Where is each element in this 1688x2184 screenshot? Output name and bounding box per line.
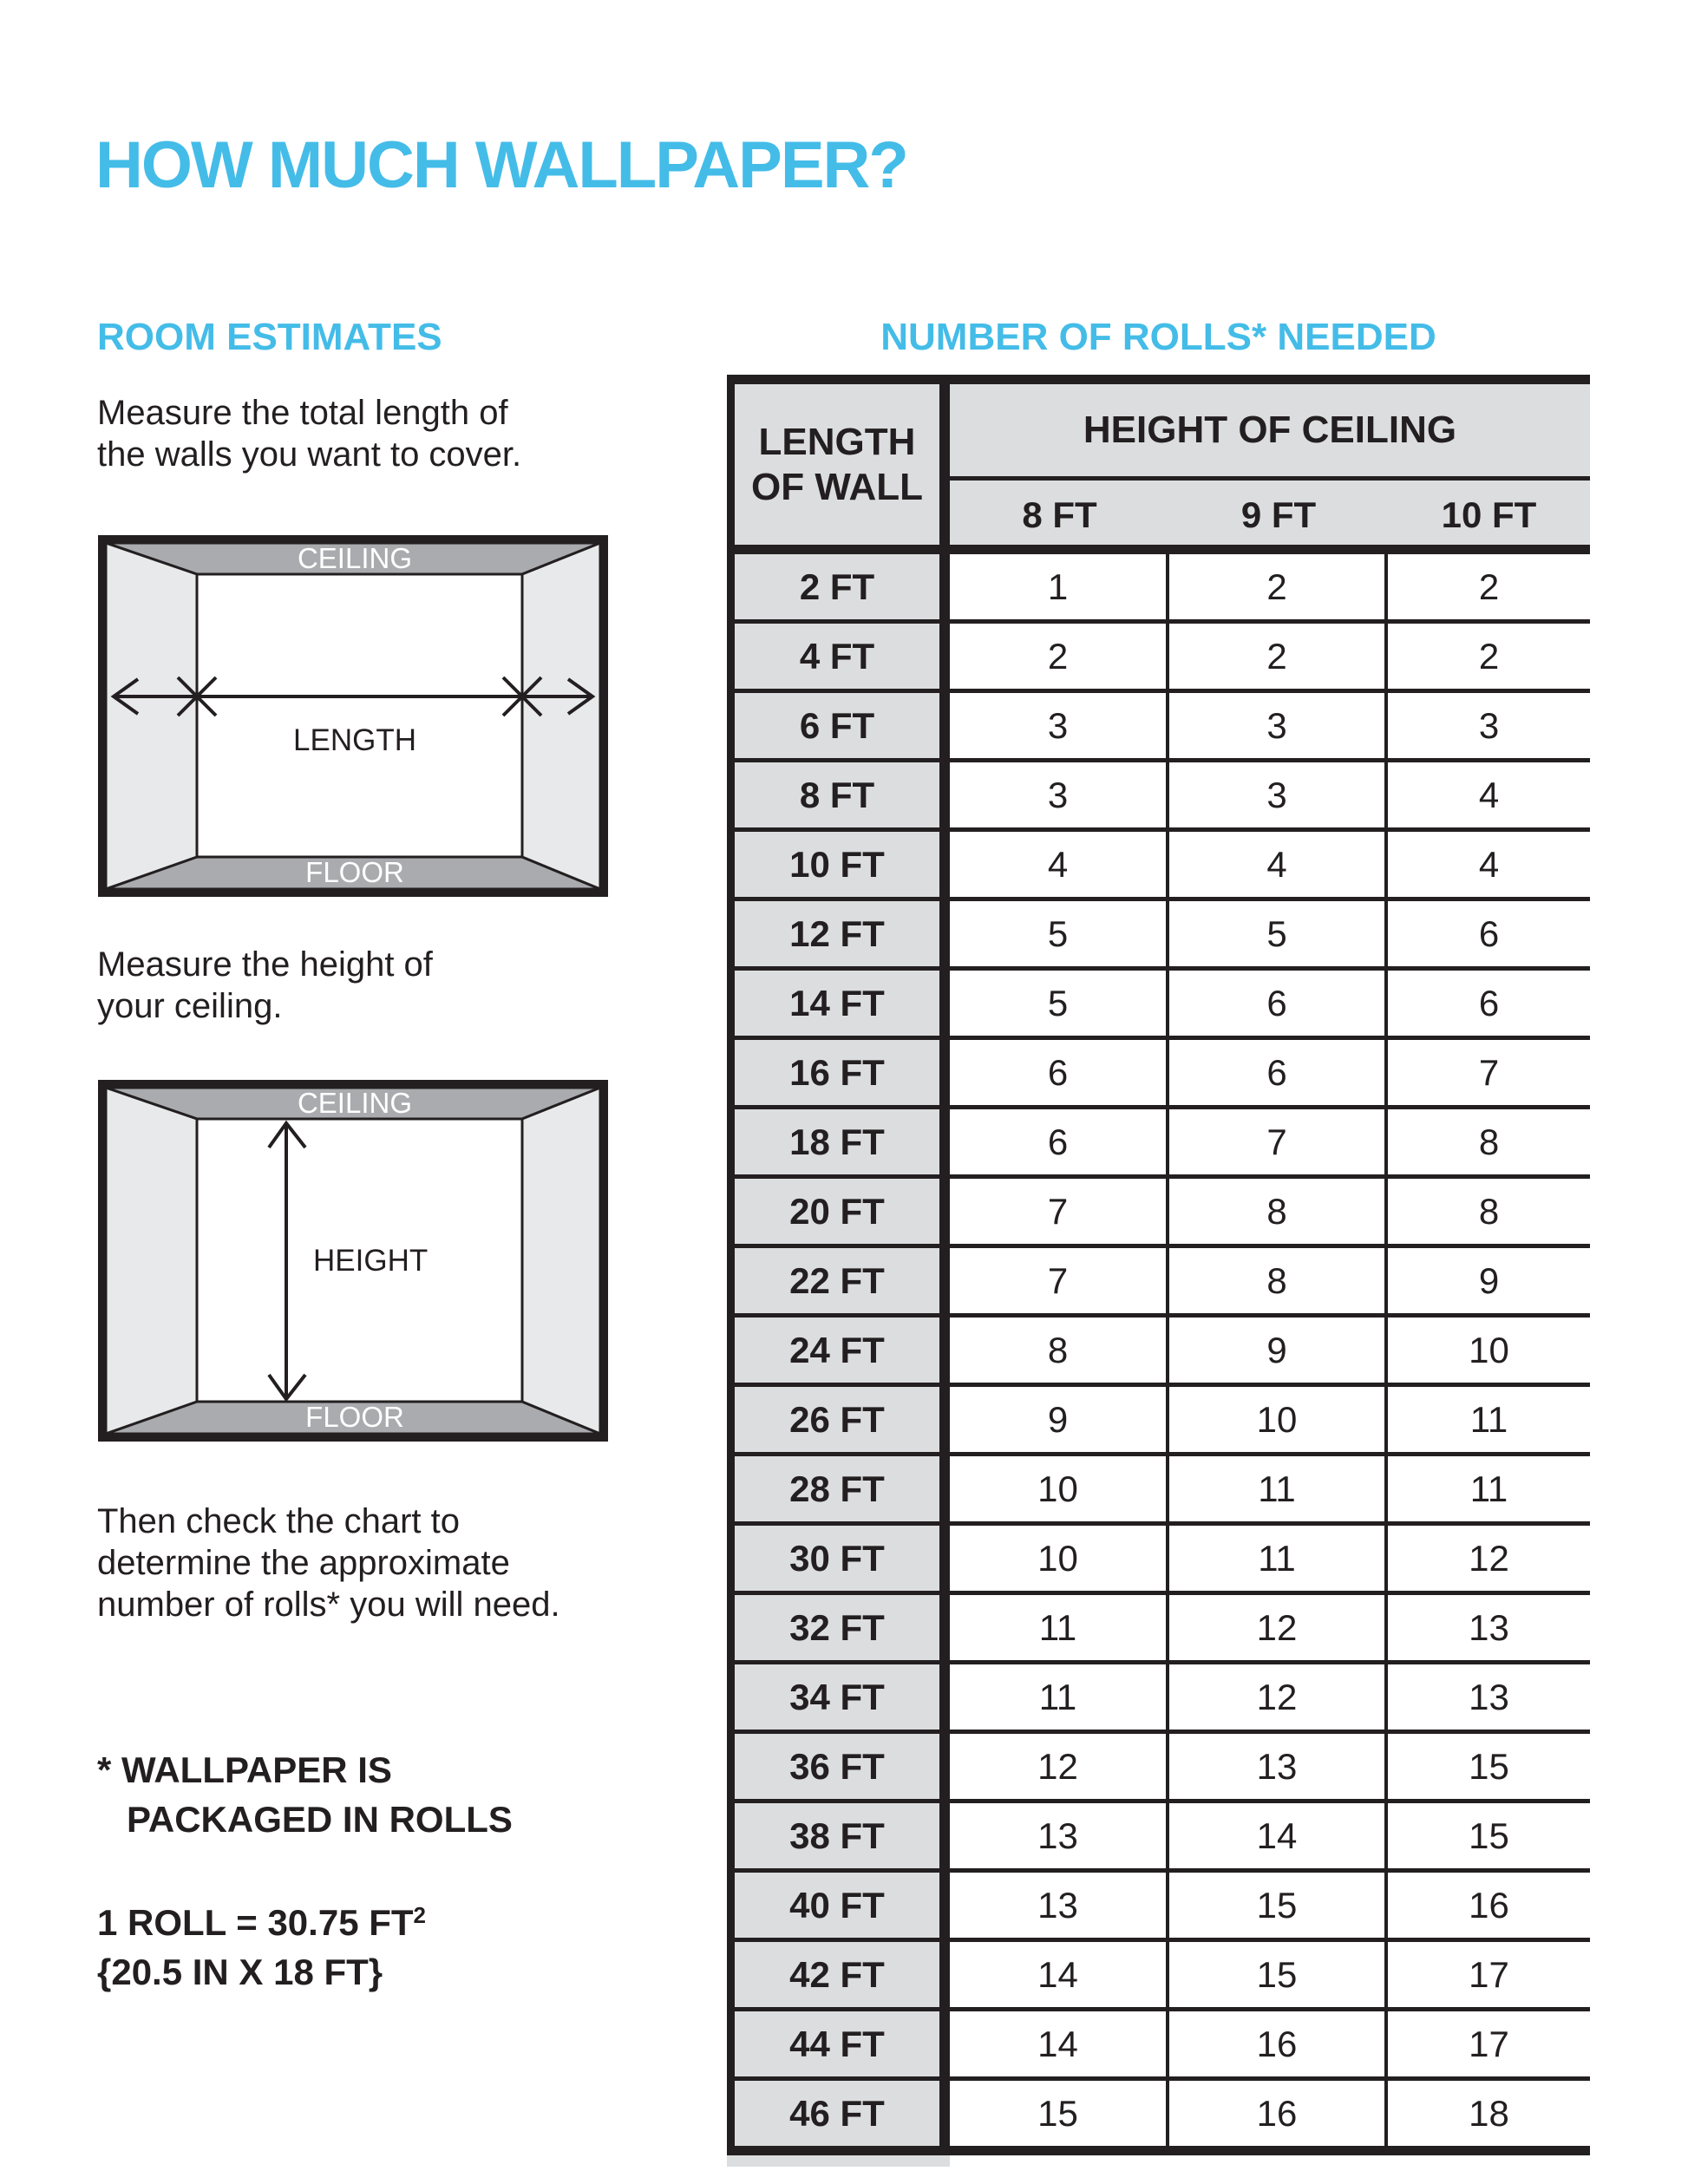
- table-row: [727, 1526, 1590, 1595]
- table-row: [727, 762, 1590, 832]
- row-label: 46 FT: [735, 2081, 939, 2146]
- row-label: 38 FT: [735, 1803, 939, 1868]
- row-label: 18 FT: [735, 1109, 939, 1174]
- room-estimates-heading: ROOM ESTIMATES: [97, 316, 442, 358]
- cell-value: 15: [1388, 1734, 1590, 1799]
- table-row: [727, 901, 1590, 971]
- row-label: 26 FT: [735, 1387, 939, 1452]
- cell-value: 11: [1169, 1526, 1384, 1591]
- ceiling-height-subheader: 9 FT: [1240, 494, 1317, 535]
- row-label: 16 FT: [735, 1040, 939, 1105]
- table-top-border: [727, 375, 1590, 384]
- superscript-2: 2: [413, 1902, 426, 1928]
- column-divider: [939, 384, 950, 545]
- table-left-border: [727, 1595, 735, 1660]
- cell-value: 4: [1388, 832, 1590, 897]
- row-label: 40 FT: [735, 1873, 939, 1938]
- table-row: [727, 2081, 1590, 2146]
- cell-value: 6: [1169, 971, 1384, 1036]
- cell-value: 14: [950, 1942, 1166, 2007]
- cell-value: 10: [1169, 1387, 1384, 1452]
- cell-value: 2: [1169, 554, 1384, 619]
- table-left-border: [727, 832, 735, 897]
- column-divider: [939, 1595, 950, 1660]
- cell-value: 11: [1169, 1456, 1384, 1521]
- column-divider: [939, 2081, 950, 2146]
- cell-value: 11: [1388, 1387, 1590, 1452]
- row-label: 44 FT: [735, 2011, 939, 2076]
- table-header: [727, 384, 1590, 545]
- table-left-border: [727, 1664, 735, 1730]
- height-label: HEIGHT: [313, 1244, 429, 1278]
- cell-value: 15: [1169, 1942, 1384, 2007]
- row-label: 4 FT: [735, 624, 939, 689]
- floor-label: FLOOR: [305, 1401, 404, 1433]
- text-line: number of rolls* you will need.: [97, 1586, 560, 1624]
- table-row: [727, 624, 1590, 693]
- cell-value: 2: [1388, 554, 1590, 619]
- column-divider: [939, 1387, 950, 1452]
- cell-value: 5: [1169, 901, 1384, 966]
- text-line: the walls you want to cover.: [97, 435, 522, 474]
- cell-value: 9: [1169, 1318, 1384, 1383]
- cell-value: 7: [950, 1179, 1166, 1244]
- measure-length-text: [97, 392, 521, 475]
- cell-value: 8: [1169, 1248, 1384, 1313]
- cell-value: 2: [950, 624, 1166, 689]
- cell-value: 3: [1169, 762, 1384, 827]
- length-label: LENGTH: [293, 723, 416, 757]
- cell-value: 17: [1388, 2011, 1590, 2076]
- table-left-border: [727, 1179, 735, 1244]
- table-left-border: [727, 2081, 735, 2146]
- label-column-stub: [727, 2155, 950, 2167]
- text-line: Then check the chart to: [97, 1502, 461, 1540]
- table-body: [727, 554, 1590, 2146]
- table-left-border: [727, 554, 735, 619]
- cell-value: 13: [950, 1873, 1166, 1938]
- rolls-needed-heading: NUMBER OF ROLLS* NEEDED: [880, 316, 1436, 358]
- cell-value: 13: [950, 1803, 1166, 1868]
- text-line: determine the approximate: [97, 1544, 510, 1582]
- table-row: [727, 1873, 1590, 1942]
- cell-value: 2: [1169, 624, 1384, 689]
- cell-value: 17: [1388, 1942, 1590, 2007]
- row-label: 10 FT: [735, 832, 939, 897]
- column-divider: [939, 1456, 950, 1521]
- cell-value: 6: [1388, 901, 1590, 966]
- row-label: 20 FT: [735, 1179, 939, 1244]
- column-divider: [939, 832, 950, 897]
- column-divider: [939, 693, 950, 758]
- table-row: [727, 1803, 1590, 1873]
- column-divider: [939, 1179, 950, 1244]
- cell-value: 8: [1388, 1109, 1590, 1174]
- column-divider: [939, 971, 950, 1036]
- cell-value: 16: [1388, 1873, 1590, 1938]
- cell-value: 18: [1388, 2081, 1590, 2146]
- cell-value: 1: [950, 554, 1166, 619]
- table-row: [727, 971, 1590, 1040]
- cell-value: 16: [1169, 2011, 1384, 2076]
- table-left-border: [727, 762, 735, 827]
- column-divider: [939, 1664, 950, 1730]
- table-left-border: [727, 1734, 735, 1799]
- cell-value: 2: [1388, 624, 1590, 689]
- table-row: [727, 1942, 1590, 2011]
- cell-value: 11: [950, 1664, 1166, 1730]
- roll-size-note: [97, 1898, 426, 1997]
- row-label: 8 FT: [735, 762, 939, 827]
- table-left-border: [727, 693, 735, 758]
- cell-value: 9: [950, 1387, 1166, 1452]
- back-right-wall: [522, 543, 600, 889]
- cell-value: 13: [1388, 1595, 1590, 1660]
- table-row: [727, 1040, 1590, 1109]
- row-label: 12 FT: [735, 901, 939, 966]
- cell-value: 4: [1388, 762, 1590, 827]
- table-left-border: [727, 1803, 735, 1868]
- ceiling-height-subheader: 10 FT: [1441, 494, 1537, 535]
- table-left-border: [727, 2011, 735, 2076]
- ceiling-label: CEILING: [297, 1087, 413, 1119]
- ceiling-label: CEILING: [297, 542, 413, 574]
- table-row: [727, 1456, 1590, 1526]
- row-label: 34 FT: [735, 1664, 939, 1730]
- cell-value: 3: [950, 693, 1166, 758]
- table-row: [727, 554, 1590, 624]
- column-divider: [939, 1942, 950, 2007]
- cell-value: 9: [1388, 1248, 1590, 1313]
- cell-value: 4: [1169, 832, 1384, 897]
- cell-value: 6: [950, 1040, 1166, 1105]
- table-left-border: [727, 1942, 735, 2007]
- cell-value: 15: [950, 2081, 1166, 2146]
- table-left-border: [727, 901, 735, 966]
- packaged-in-rolls-note: [97, 1745, 513, 1844]
- cell-value: 10: [950, 1526, 1166, 1591]
- cell-value: 11: [1388, 1456, 1590, 1521]
- floor-label: FLOOR: [305, 856, 404, 888]
- cell-value: 7: [1169, 1109, 1384, 1174]
- cell-value: 12: [1169, 1595, 1384, 1660]
- cell-value: 12: [1388, 1526, 1590, 1591]
- cell-value: 12: [1169, 1664, 1384, 1730]
- table-left-border: [727, 1040, 735, 1105]
- cell-value: 15: [1169, 1873, 1384, 1938]
- table-bottom-border: [727, 2146, 1590, 2155]
- cell-value: 6: [950, 1109, 1166, 1174]
- table-row: [727, 1179, 1590, 1248]
- room-length-diagram: [98, 535, 608, 897]
- cell-value: 8: [950, 1318, 1166, 1383]
- header-bottom-border: [727, 545, 1590, 554]
- cell-value: 13: [1169, 1734, 1384, 1799]
- left-wall: [106, 1088, 197, 1434]
- column-divider: [939, 624, 950, 689]
- table-left-border: [727, 1873, 735, 1938]
- text-line: Measure the total length of: [97, 394, 508, 432]
- column-divider: [939, 1526, 950, 1591]
- table-left-border: [727, 1387, 735, 1452]
- column-divider: [939, 1040, 950, 1105]
- row-label: 14 FT: [735, 971, 939, 1036]
- text-line: 1 ROLL = 30.75 $FT^2$: [97, 1902, 426, 1943]
- left-wall: [106, 543, 197, 889]
- table-left-border: [727, 971, 735, 1036]
- text-line: Measure the height of: [97, 945, 433, 984]
- table-row: [727, 1318, 1590, 1387]
- row-label: 24 FT: [735, 1318, 939, 1383]
- table-row: [727, 1734, 1590, 1803]
- row-label: 22 FT: [735, 1248, 939, 1313]
- table-left-border: [727, 384, 735, 545]
- cell-value: 3: [950, 762, 1166, 827]
- cell-value: 16: [1169, 2081, 1384, 2146]
- measure-height-text: [97, 944, 433, 1027]
- cell-value: 13: [1388, 1664, 1590, 1730]
- row-label: 32 FT: [735, 1595, 939, 1660]
- cell-value: 5: [950, 971, 1166, 1036]
- text-line: {20.5 IN X 18 FT}: [97, 1952, 383, 1992]
- column-divider: [939, 1873, 950, 1938]
- ceiling-height-header-group: [950, 384, 1590, 545]
- cell-value: 11: [950, 1595, 1166, 1660]
- length-of-wall-header: LENGTH OF WALL: [735, 384, 939, 545]
- row-label: 6 FT: [735, 693, 939, 758]
- row-label: 36 FT: [735, 1734, 939, 1799]
- cell-value: 14: [1169, 1803, 1384, 1868]
- table-row: [727, 1248, 1590, 1318]
- check-chart-text: [97, 1501, 560, 1625]
- column-divider: [939, 1734, 950, 1799]
- table-row: [727, 1387, 1590, 1456]
- text-line: your ceiling.: [97, 987, 283, 1025]
- height-of-ceiling-header: HEIGHT OF CEILING: [950, 384, 1590, 481]
- row-label: 28 FT: [735, 1456, 939, 1521]
- cell-value: 3: [1169, 693, 1384, 758]
- ceiling-height-subheader: 8 FT: [1022, 494, 1097, 535]
- cell-value: 5: [950, 901, 1166, 966]
- row-label: 2 FT: [735, 554, 939, 619]
- table-left-border: [727, 1318, 735, 1383]
- table-row: [727, 693, 1590, 762]
- cell-value: 7: [950, 1248, 1166, 1313]
- column-divider: [939, 554, 950, 619]
- back-right-wall: [522, 1088, 600, 1434]
- column-divider: [939, 1109, 950, 1174]
- table-row: [727, 1664, 1590, 1734]
- cell-value: 12: [950, 1734, 1166, 1799]
- table-row: [727, 2011, 1590, 2081]
- table-row: [727, 1109, 1590, 1179]
- table-left-border: [727, 1456, 735, 1521]
- column-divider: [939, 1318, 950, 1383]
- table-left-border: [727, 1248, 735, 1313]
- cell-value: 6: [1169, 1040, 1384, 1105]
- table-left-border: [727, 624, 735, 689]
- cell-value: 6: [1388, 971, 1590, 1036]
- table-row: [727, 832, 1590, 901]
- row-label: 30 FT: [735, 1526, 939, 1591]
- cell-value: 7: [1388, 1040, 1590, 1105]
- cell-value: 15: [1388, 1803, 1590, 1868]
- row-label: 42 FT: [735, 1942, 939, 2007]
- subheader-row: [950, 481, 1590, 545]
- page-title: HOW MUCH WALLPAPER?: [95, 128, 907, 202]
- table-left-border: [727, 1526, 735, 1591]
- cell-value: 8: [1388, 1179, 1590, 1244]
- cell-value: 3: [1388, 693, 1590, 758]
- column-divider: [939, 1803, 950, 1868]
- cell-value: 14: [950, 2011, 1166, 2076]
- text-line: * WALLPAPER IS: [97, 1749, 392, 1790]
- text-line: PACKAGED IN ROLLS: [127, 1799, 513, 1840]
- column-divider: [939, 1248, 950, 1313]
- table-left-border: [727, 1109, 735, 1174]
- cell-value: 8: [1169, 1179, 1384, 1244]
- table-row: [727, 1595, 1590, 1664]
- cell-value: 4: [950, 832, 1166, 897]
- cell-value: 10: [950, 1456, 1166, 1521]
- column-divider: [939, 762, 950, 827]
- column-divider: [939, 2011, 950, 2076]
- column-divider: [939, 901, 950, 966]
- back-wall: [197, 574, 522, 857]
- wallpaper-rolls-table: [727, 375, 1590, 2167]
- cell-value: 10: [1388, 1318, 1590, 1383]
- room-height-diagram: [98, 1080, 608, 1442]
